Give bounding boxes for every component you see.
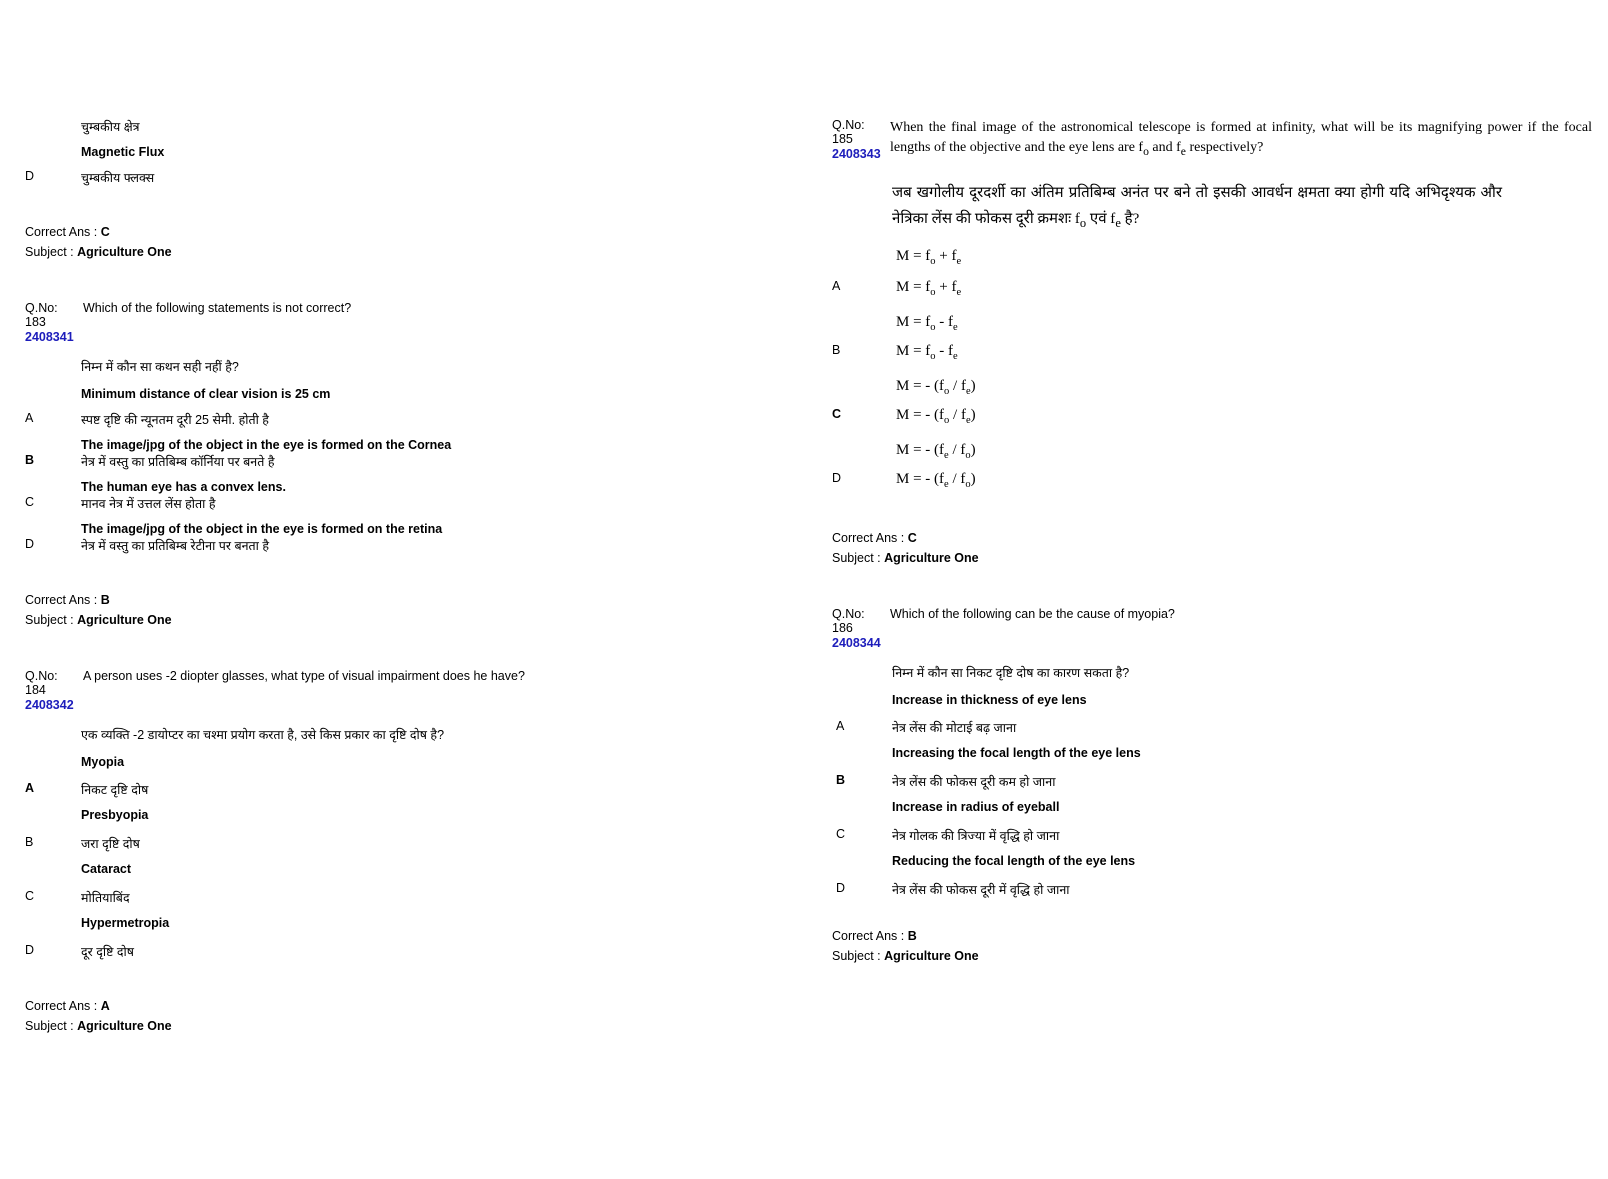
option-math-185-d-top: M = - $(f_e / f_o)$	[896, 441, 976, 461]
correct-answer-value-186: B	[907, 928, 917, 943]
option-hindi-184-a: निकट दृष्टि दोष	[81, 783, 149, 797]
correct-answer-row-184	[25, 999, 785, 1013]
option-hindi-184-b: जरा दृष्टि दोष	[81, 837, 140, 851]
option-letter-185-b: B	[832, 342, 841, 357]
question-block-183	[25, 301, 785, 627]
question-header-184	[25, 669, 785, 712]
correct-answer-value-185: C	[907, 530, 917, 545]
option-math-185-c: M = - $(f_o / f_e)$	[896, 406, 976, 426]
option-hindi-183-c: मानव नेत्र में उत्तल लेंस होता है	[81, 497, 216, 511]
option-hindi-184-d: दूर दृष्टि दोष	[81, 945, 134, 959]
subject-row-184	[25, 1019, 785, 1033]
option-math-185-c-top: M = - $(f_o / f_e)$	[896, 377, 976, 397]
option-letter-185-a: A	[832, 278, 841, 293]
question-block-continued	[25, 118, 785, 259]
question-id-186: 2408344	[832, 635, 881, 650]
option-english-186-c: Increase in radius of eyeball	[892, 799, 1060, 814]
question-block-185	[832, 118, 1592, 565]
left-column	[25, 0, 785, 1033]
subject-value: Agriculture One	[77, 245, 172, 259]
continued-option-english: Magnetic Flux	[81, 145, 165, 159]
option-letter-184-b: B	[25, 835, 34, 849]
option-english-184-b: Presbyopia	[81, 808, 149, 822]
correct-answer-label-185: Correct Ans :	[832, 530, 905, 545]
subject-value-186: Agriculture One	[884, 948, 979, 963]
subject-row-186	[832, 949, 1592, 963]
option-english-184-a: Myopia	[81, 755, 125, 769]
option-letter-183-d: D	[25, 537, 35, 551]
option-letter-186-d: D	[836, 880, 846, 895]
option-math-185-b-top: $M = f_o - f_e$	[896, 313, 958, 333]
option-letter-d: D	[25, 169, 35, 183]
correct-answer-value-183: B	[100, 593, 110, 607]
question-id-183: 2408341	[25, 330, 74, 344]
question-text-english-185: When the final image of the astronomical telescope is formed at infinity, what will be its magnifying power if the focal lengths of the objective and the eye lens are $f_o$ and $f_e$ respectively?	[890, 120, 1592, 159]
option-hindi-183-b: नेत्र में वस्तु का प्रतिबिम्ब कॉर्निया पर बनते है	[81, 455, 275, 469]
question-number-183: Q.No: 183	[25, 301, 58, 329]
option-letter-186-c: C	[836, 826, 846, 841]
question-number-186: Q.No: 186	[832, 606, 865, 635]
correct-answer-row-185	[832, 531, 1592, 545]
subject-label-185: Subject :	[832, 550, 881, 565]
option-letter-186-a: A	[836, 718, 845, 733]
question-text-english-184: A person uses -2 diopter glasses, what type of visual impairment does he have?	[83, 669, 525, 683]
option-english-183-c: The human eye has a convex lens.	[81, 480, 286, 494]
correct-answer-row	[25, 225, 785, 239]
subject-row	[25, 245, 785, 259]
option-english-186-b: Increasing the focal length of the eye lens	[892, 745, 1141, 760]
option-letter-184-c: C	[25, 889, 35, 903]
option-letter-184-d: D	[25, 943, 35, 957]
subject-label-184: Subject :	[25, 1019, 74, 1033]
question-header-183	[25, 301, 785, 344]
option-hindi-186-c: नेत्र गोलक की त्रिज्या में वृद्धि हो जाना	[892, 828, 1060, 843]
option-letter-184-a: A	[25, 781, 35, 795]
question-text-hindi-186: निम्न में कौन सा निकट दृष्टि दोष का कारण सकता है?	[892, 665, 1130, 680]
subject-label-186: Subject :	[832, 948, 881, 963]
correct-answer-row-186	[832, 929, 1592, 943]
question-text-hindi-185: जब खगोलीय दूरदर्शी का अंतिम प्रतिबिम्ब अनंत पर बने तो इसकी आवर्धन क्षमता क्या होगी यदि अभिदृश्यक और नेत्रिका लेंस की फोकस दूरी क्रमशः $f_o$ एवं $f_e$ है?	[892, 185, 1502, 230]
subject-row-183	[25, 613, 785, 627]
option-hindi-186-b: नेत्र लेंस की फोकस दूरी कम हो जाना	[892, 774, 1056, 789]
question-block-184	[25, 669, 785, 1033]
question-text-hindi-184: एक व्यक्ति -2 डायोप्टर का चश्मा प्रयोग करता है, उसे किस प्रकार का दृष्टि दोष है?	[81, 728, 445, 742]
question-number-184: Q.No: 184	[25, 669, 58, 697]
subject-label-183: Subject :	[25, 613, 74, 627]
option-english-184-d: Hypermetropia	[81, 916, 170, 930]
option-english-183-d: The image/jpg of the object in the eye is formed on the retina	[81, 522, 443, 536]
continued-option-hindi-top: चुम्बकीय क्षेत्र	[81, 120, 140, 134]
question-block-186	[832, 607, 1592, 963]
subject-value-185: Agriculture One	[884, 550, 979, 565]
right-column	[832, 0, 1592, 963]
correct-answer-value: C	[100, 225, 110, 239]
option-math-185-d: M = - $(f_e / f_o)$	[896, 470, 976, 490]
option-math-185-b: $M = f_o - f_e$	[896, 342, 958, 362]
question-id-185: 2408343	[832, 147, 881, 161]
option-hindi-183-d: नेत्र में वस्तु का प्रतिबिम्ब रेटीना पर बनता है	[81, 539, 270, 553]
option-hindi-186-a: नेत्र लेंस की मोटाई बढ़ जाना	[892, 720, 1017, 735]
question-text-hindi-183: निम्न में कौन सा कथन सही नहीं है?	[81, 360, 239, 374]
option-letter-183-b: B	[25, 453, 35, 467]
subject-value-184: Agriculture One	[77, 1019, 172, 1033]
option-letter-183-c: C	[25, 495, 35, 509]
question-header-186	[832, 607, 1592, 650]
option-english-183-b: The image/jpg of the object in the eye is formed on the Cornea	[81, 438, 452, 452]
question-header-185	[832, 118, 1592, 161]
option-hindi-183-a: स्पष्ट दृष्टि की न्यूनतम दूरी 25 सेमी. होती है	[81, 413, 269, 427]
question-id-184: 2408342	[25, 698, 74, 712]
option-letter-186-b: B	[836, 772, 846, 787]
subject-label: Subject :	[25, 245, 74, 259]
correct-answer-label-183: Correct Ans :	[25, 593, 98, 607]
correct-answer-row-183	[25, 593, 785, 607]
option-english-186-d: Reducing the focal length of the eye lens	[892, 853, 1136, 868]
subject-row-185	[832, 551, 1592, 565]
correct-answer-label-184: Correct Ans :	[25, 999, 98, 1013]
option-letter-185-c: C	[832, 406, 842, 421]
correct-answer-label: Correct Ans :	[25, 225, 98, 239]
option-english-184-c: Cataract	[81, 862, 132, 876]
subject-value-183: Agriculture One	[77, 613, 172, 627]
question-text-english-183: Which of the following statements is not correct?	[83, 301, 352, 315]
option-hindi-184-c: मोतियाबिंद	[81, 891, 130, 905]
option-english-186-a: Increase in thickness of eye lens	[892, 692, 1087, 707]
option-letter-183-a: A	[25, 411, 34, 425]
question-number-185: Q.No: 185	[832, 118, 865, 146]
option-math-185-a-top: $M = f_o + f_e$	[896, 247, 962, 267]
correct-answer-value-184: A	[100, 999, 110, 1013]
continued-option-hindi: चुम्बकीय फ्लक्स	[81, 171, 155, 185]
question-text-english-186: Which of the following can be the cause of myopia?	[890, 606, 1175, 621]
option-math-185-a: $M = f_o + f_e$	[896, 278, 962, 298]
option-letter-185-d: D	[832, 470, 842, 485]
option-english-183-a: Minimum distance of clear vision is 25 cm	[81, 387, 331, 401]
option-hindi-186-d: नेत्र लेंस की फोकस दूरी में वृद्धि हो जाना	[892, 882, 1070, 897]
correct-answer-label-186: Correct Ans :	[832, 928, 905, 943]
